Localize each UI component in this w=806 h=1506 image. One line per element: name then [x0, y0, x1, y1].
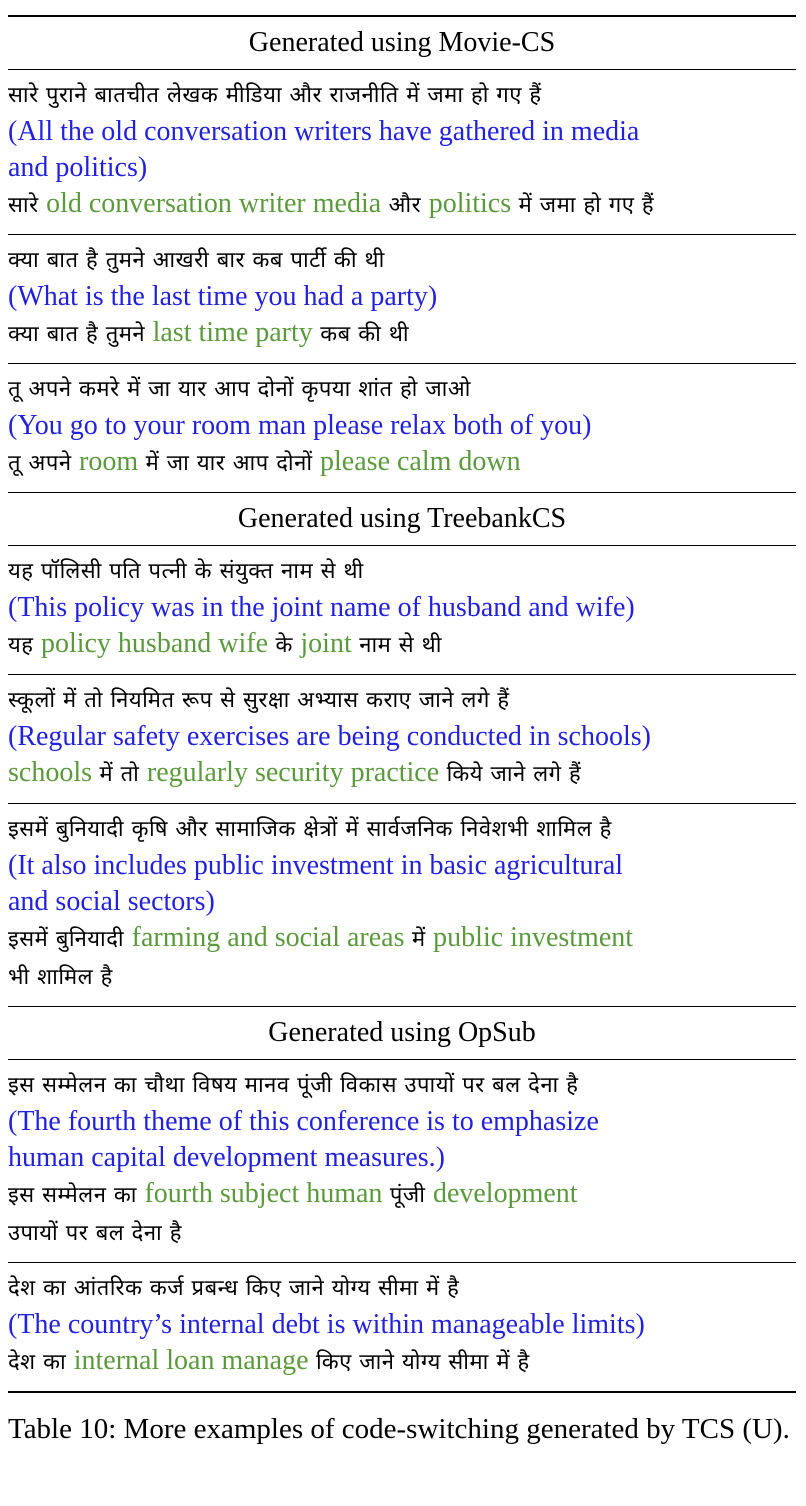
english-segment: policy husband wife	[40, 628, 268, 659]
example-row	[8, 804, 796, 1006]
english-segment: last time party	[152, 317, 313, 348]
code-switched-sentence	[8, 186, 796, 224]
hindi-sentence: स्कूलों में तो नियमित रूप से सुरक्षा अभ्यास कराए जाने लगे हैं	[8, 688, 510, 713]
hindi-segment: सारे	[8, 193, 47, 218]
english-segment: fourth subject human	[144, 1178, 383, 1209]
english-segment: room	[79, 446, 139, 477]
hindi-segment: में तो	[92, 762, 147, 787]
hindi-segment: में	[404, 927, 434, 952]
example-row	[8, 364, 796, 492]
hindi-sentence: देश का आंतरिक कर्ज प्रबन्ध किए जाने योग्य सीमा में है	[8, 1276, 460, 1301]
hindi-sentence: यह पॉलिसी पति पत्नी के संयुक्त नाम से थी	[8, 559, 364, 584]
code-switched-sentence	[8, 920, 796, 958]
example-row	[8, 1060, 796, 1262]
english-segment: please calm down	[320, 446, 521, 477]
english-translation: human capital development measures.)	[8, 1142, 445, 1173]
english-segment: farming and social areas	[131, 922, 405, 953]
examples-table	[8, 0, 796, 1393]
code-switched-sentence	[8, 1214, 796, 1252]
english-segment: schools	[8, 757, 92, 788]
code-switched-sentence	[8, 1176, 796, 1214]
hindi-sentence: सारे पुराने बातचीत लेखक मीडिया और राजनीति में जमा हो गए हैं	[8, 83, 542, 108]
example-row	[8, 675, 796, 803]
code-switched-sentence	[8, 958, 796, 996]
code-switched-sentence	[8, 1343, 796, 1381]
english-translation: (You go to your room man please relax both of you)	[8, 410, 592, 441]
english-segment: public investment	[433, 922, 634, 953]
section-header: Generated using Movie-CS	[248, 27, 556, 58]
code-switched-sentence	[8, 626, 796, 664]
example-row	[8, 70, 796, 234]
example-row	[8, 1263, 796, 1391]
hindi-segment: में जमा हो गए हैं	[511, 193, 655, 218]
hindi-segment: भी शामिल है	[8, 965, 113, 990]
english-translation: (The country’s internal debt is within manageable limits)	[8, 1309, 645, 1340]
hindi-sentence: इसमें बुनियादी कृषि और सामाजिक क्षेत्रों में सार्वजनिक निवेशभी शामिल है	[8, 817, 612, 842]
english-segment: regularly security practice	[146, 757, 440, 788]
hindi-segment: इसमें बुनियादी	[8, 927, 132, 952]
english-segment: joint	[300, 628, 352, 659]
hindi-segment: के	[268, 633, 301, 658]
table-caption: Table 10: More examples of code-switching generated by TCS (U).	[8, 1413, 790, 1445]
english-translation: (This policy was in the joint name of husband and wife)	[8, 592, 635, 623]
english-translation: (Regular safety exercises are being conducted in schools)	[8, 721, 651, 752]
section-header: Generated using TreebankCS	[237, 503, 567, 534]
code-switched-sentence	[8, 315, 796, 353]
example-row	[8, 546, 796, 674]
hindi-segment: यह	[8, 633, 41, 658]
code-switched-sentence	[8, 755, 796, 793]
hindi-segment: देश का	[8, 1350, 74, 1375]
english-segment: politics	[428, 188, 512, 219]
english-translation: (The fourth theme of this conference is to emphasize	[8, 1106, 599, 1137]
hindi-segment: क्या बात है तुमने	[8, 322, 153, 347]
english-segment: old conversation writer media	[46, 188, 382, 219]
hindi-segment: नाम से थी	[351, 633, 442, 658]
code-switched-sentence	[8, 444, 796, 482]
example-row	[8, 235, 796, 363]
hindi-segment: तू अपने	[8, 451, 80, 476]
hindi-segment: में जा यार आप दोनों	[138, 451, 321, 476]
section-header: Generated using OpSub	[268, 1017, 536, 1048]
hindi-segment: पूंजी	[382, 1183, 433, 1208]
english-translation: and politics)	[8, 152, 148, 183]
hindi-segment: कब की थी	[312, 322, 410, 347]
english-translation: and social sectors)	[8, 886, 215, 917]
hindi-sentence: क्या बात है तुमने आखरी बार कब पार्टी की थी	[8, 248, 385, 273]
bottom-rule	[8, 1391, 796, 1393]
english-segment: internal loan manage	[73, 1345, 309, 1376]
hindi-segment: किये जाने लगे हैं	[439, 762, 582, 787]
hindi-segment: किए जाने योग्य सीमा में है	[308, 1350, 530, 1375]
hindi-segment: उपायों पर बल देना है	[8, 1221, 182, 1246]
english-segment: development	[432, 1178, 578, 1209]
hindi-sentence: तू अपने कमरे में जा यार आप दोनों कृपया शांत हो जाओ	[8, 377, 471, 402]
hindi-segment: और	[381, 193, 429, 218]
hindi-segment: इस सम्मेलन का	[8, 1183, 145, 1208]
hindi-sentence: इस सम्मेलन का चौथा विषय मानव पूंजी विकास उपायों पर बल देना है	[8, 1073, 579, 1098]
english-translation: (What is the last time you had a party)	[8, 281, 438, 312]
english-translation: (All the old conversation writers have gathered in media	[8, 116, 640, 147]
english-translation: (It also includes public investment in basic agricultural	[8, 850, 624, 881]
